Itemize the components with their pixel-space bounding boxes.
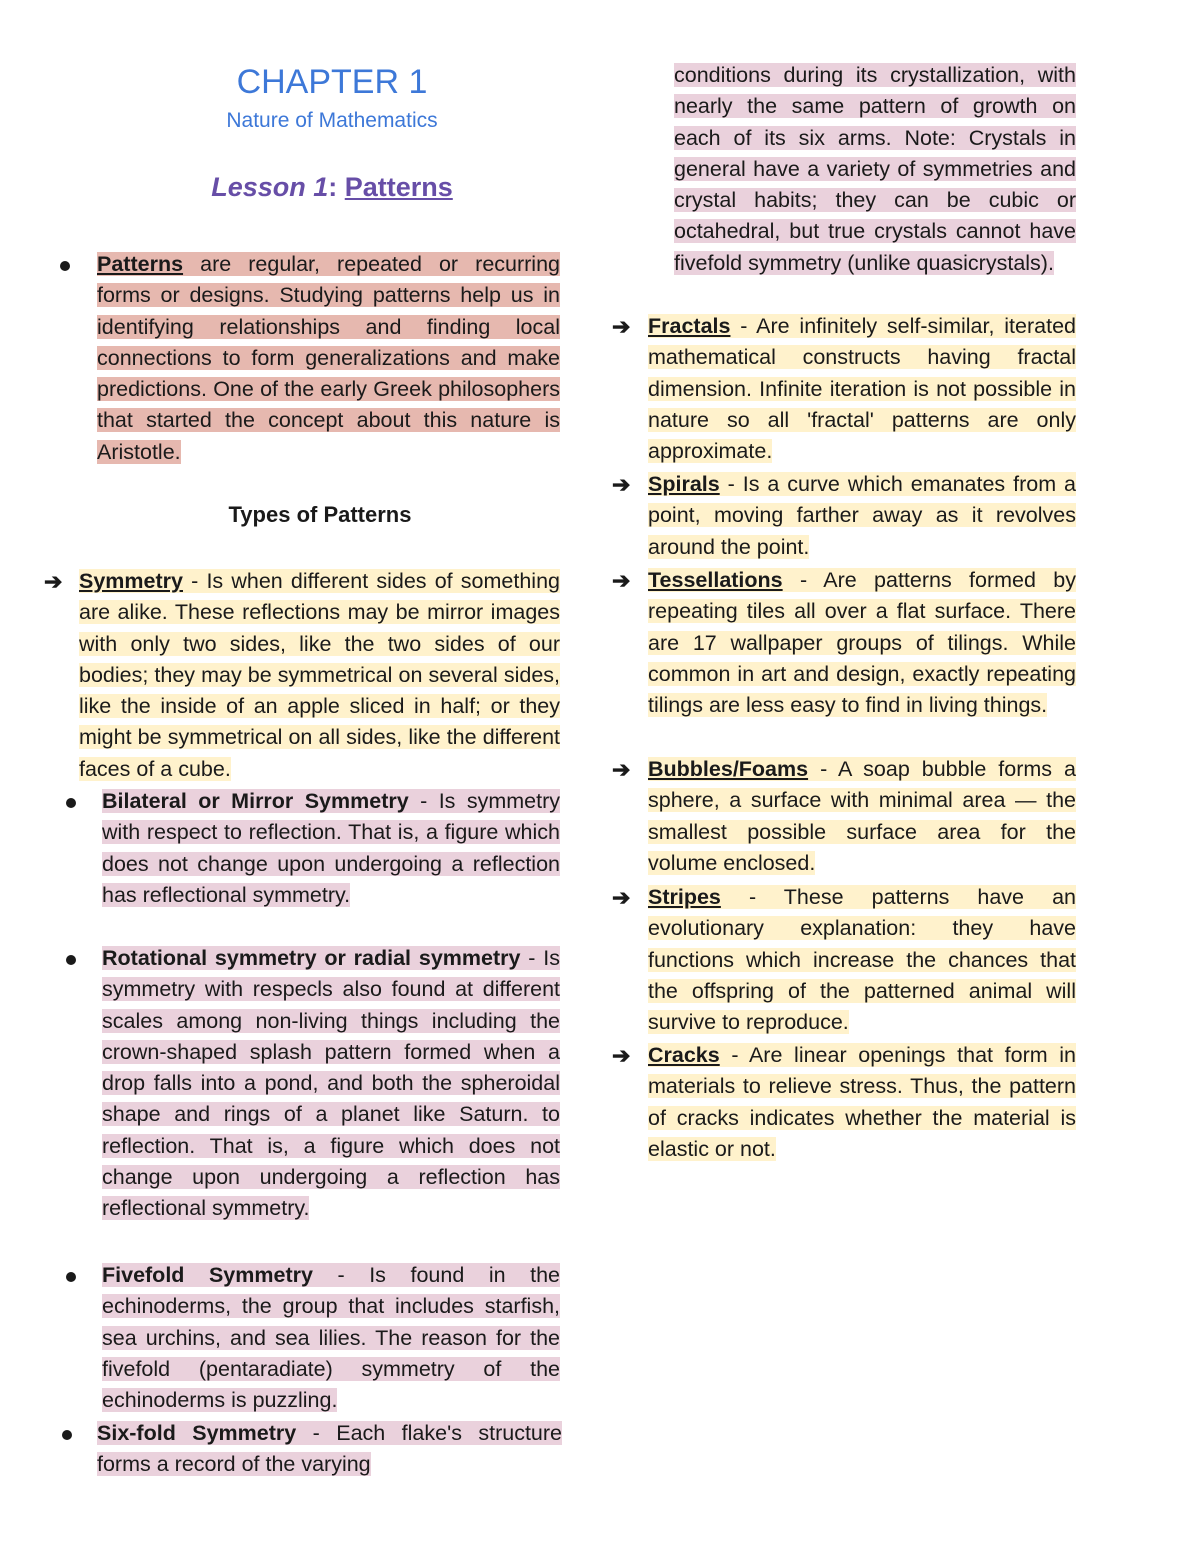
bullet-dot-icon <box>62 1418 72 1449</box>
continuation-text: conditions during its crystallization, with nearly the same pattern of growth on each of its six arms. Note: Crystals in general have a variety of symmetries and crystal habits; they can be cubic or octahedral, but true crystals cannot have fivefold symmetry (unlike quasicrystals). <box>674 63 1076 275</box>
sub-item-sixfold <box>62 1418 562 1481</box>
lesson-number: Lesson 1 <box>211 172 329 202</box>
cracks-item <box>612 1040 1076 1165</box>
sub-item-term: Fivefold Symmetry <box>102 1263 313 1287</box>
arrow-right-icon: ➔ <box>612 314 631 339</box>
bullet-dot-icon <box>60 249 70 280</box>
item-term: Stripes <box>648 885 721 909</box>
sub-item-text: - Is symmetry with respecls also found at different scales among non-living things including the crown-shaped splash pattern formed when a drop falls into a pond, and both the spheroidal shape and rings of a planet like Saturn. to reflection. That is, a figure which does not change upon undergoing a reflection has reflectional symmetry. <box>102 946 560 1221</box>
item-term: Tessellations <box>648 568 783 592</box>
types-heading: Types of Patterns <box>228 502 412 527</box>
arrow-right-icon: ➔ <box>612 472 631 497</box>
symmetry-term: Symmetry <box>79 569 183 593</box>
sub-item-term: Six-fold Symmetry <box>97 1421 297 1445</box>
symmetry-text: - Is when different sides of something are alike. These reflections may be mirror images with only two sides, like the two sides of our bodies; they may be symmetrical on several sides, like the inside of an apple sliced in half; or they might be symmetrical on all sides, like the different faces of a cube. <box>79 569 560 781</box>
fractals-item <box>612 311 1076 467</box>
chapter-subtitle: Nature of Mathematics <box>226 109 438 132</box>
arrow-right-icon: ➔ <box>612 757 631 782</box>
item-text: - Are infinitely self-similar, iterated mathematical constructs having fractal dimension. Infinite iteration is not possible in nature so all 'fractal' patterns are only approximate. <box>648 314 1076 464</box>
lesson-title <box>40 170 624 204</box>
sub-item-bilateral <box>66 786 560 911</box>
item-term: Cracks <box>648 1043 720 1067</box>
arrow-right-icon: ➔ <box>44 569 63 594</box>
sub-item-text: - Each flake's structure forms a record of the varying <box>97 1421 562 1477</box>
sub-item-term: Rotational symmetry or radial symmetry <box>102 946 521 970</box>
tessellations-item <box>612 565 1076 721</box>
spirals-item <box>612 469 1076 563</box>
item-term: Fractals <box>648 314 731 338</box>
arrow-right-icon: ➔ <box>612 885 631 910</box>
item-term: Bubbles/Foams <box>648 757 809 781</box>
item-term: Spirals <box>648 472 720 496</box>
item-text: - Is a curve which emanates from a point, moving farther away as it revolves around the point. <box>648 472 1076 559</box>
chapter-title: CHAPTER 1 <box>236 63 428 101</box>
sixfold-continuation <box>674 60 1076 279</box>
bullet-dot-icon <box>66 943 76 974</box>
intro-term: Patterns <box>97 252 184 276</box>
sub-item-term: Bilateral or Mirror Symmetry <box>102 789 409 813</box>
lesson-separator: : <box>328 172 345 202</box>
symmetry-item <box>44 566 560 785</box>
bullet-dot-icon <box>66 1260 76 1291</box>
arrow-right-icon: ➔ <box>612 568 631 593</box>
sub-item-text: - Is symmetry with respect to reflection. That is, a figure which does not change upon undergoing a reflection has reflectional symmetry. <box>102 789 561 907</box>
lesson-topic: Patterns <box>344 172 453 202</box>
item-text: - Are patterns formed by repeating tiles all over a flat surface. There are 17 wallpaper groups of tilings. While common in art and design, exactly repeating tilings are less easy to find in living things. <box>648 568 1076 718</box>
arrow-right-icon: ➔ <box>612 1043 631 1068</box>
intro-text: are regular, repeated or recurring forms or designs. Studying patterns help us in identifying relationships and finding local connections to form generalizations and make predictions. One of the early Greek philosophers that started the concept about this nature is Aristotle. <box>97 252 560 464</box>
bubbles-item <box>612 754 1076 879</box>
sub-item-rotational <box>66 943 560 1225</box>
item-text: - A soap bubble forms a sphere, a surface with minimal area — the smallest possible surface area for the volume enclosed. <box>648 757 1076 875</box>
bullet-dot-icon <box>66 786 76 817</box>
item-text: - Are linear openings that form in materials to relieve stress. Thus, the pattern of cracks indicates whether the material is elastic or not. <box>648 1043 1076 1161</box>
sub-item-fivefold <box>66 1260 560 1416</box>
intro-bullet <box>60 249 560 468</box>
sub-item-text: - Is found in the echinoderms, the group that includes starfish, sea urchins, and sea lilies. The reason for the fivefold (pentaradiate) symmetry of the echinoderms is puzzling. <box>102 1263 560 1413</box>
stripes-item <box>612 882 1076 1038</box>
item-text: - These patterns have an evolutionary explanation: they have functions which increase the chances that the offspring of the patterned animal will survive to reproduce. <box>648 885 1076 1035</box>
